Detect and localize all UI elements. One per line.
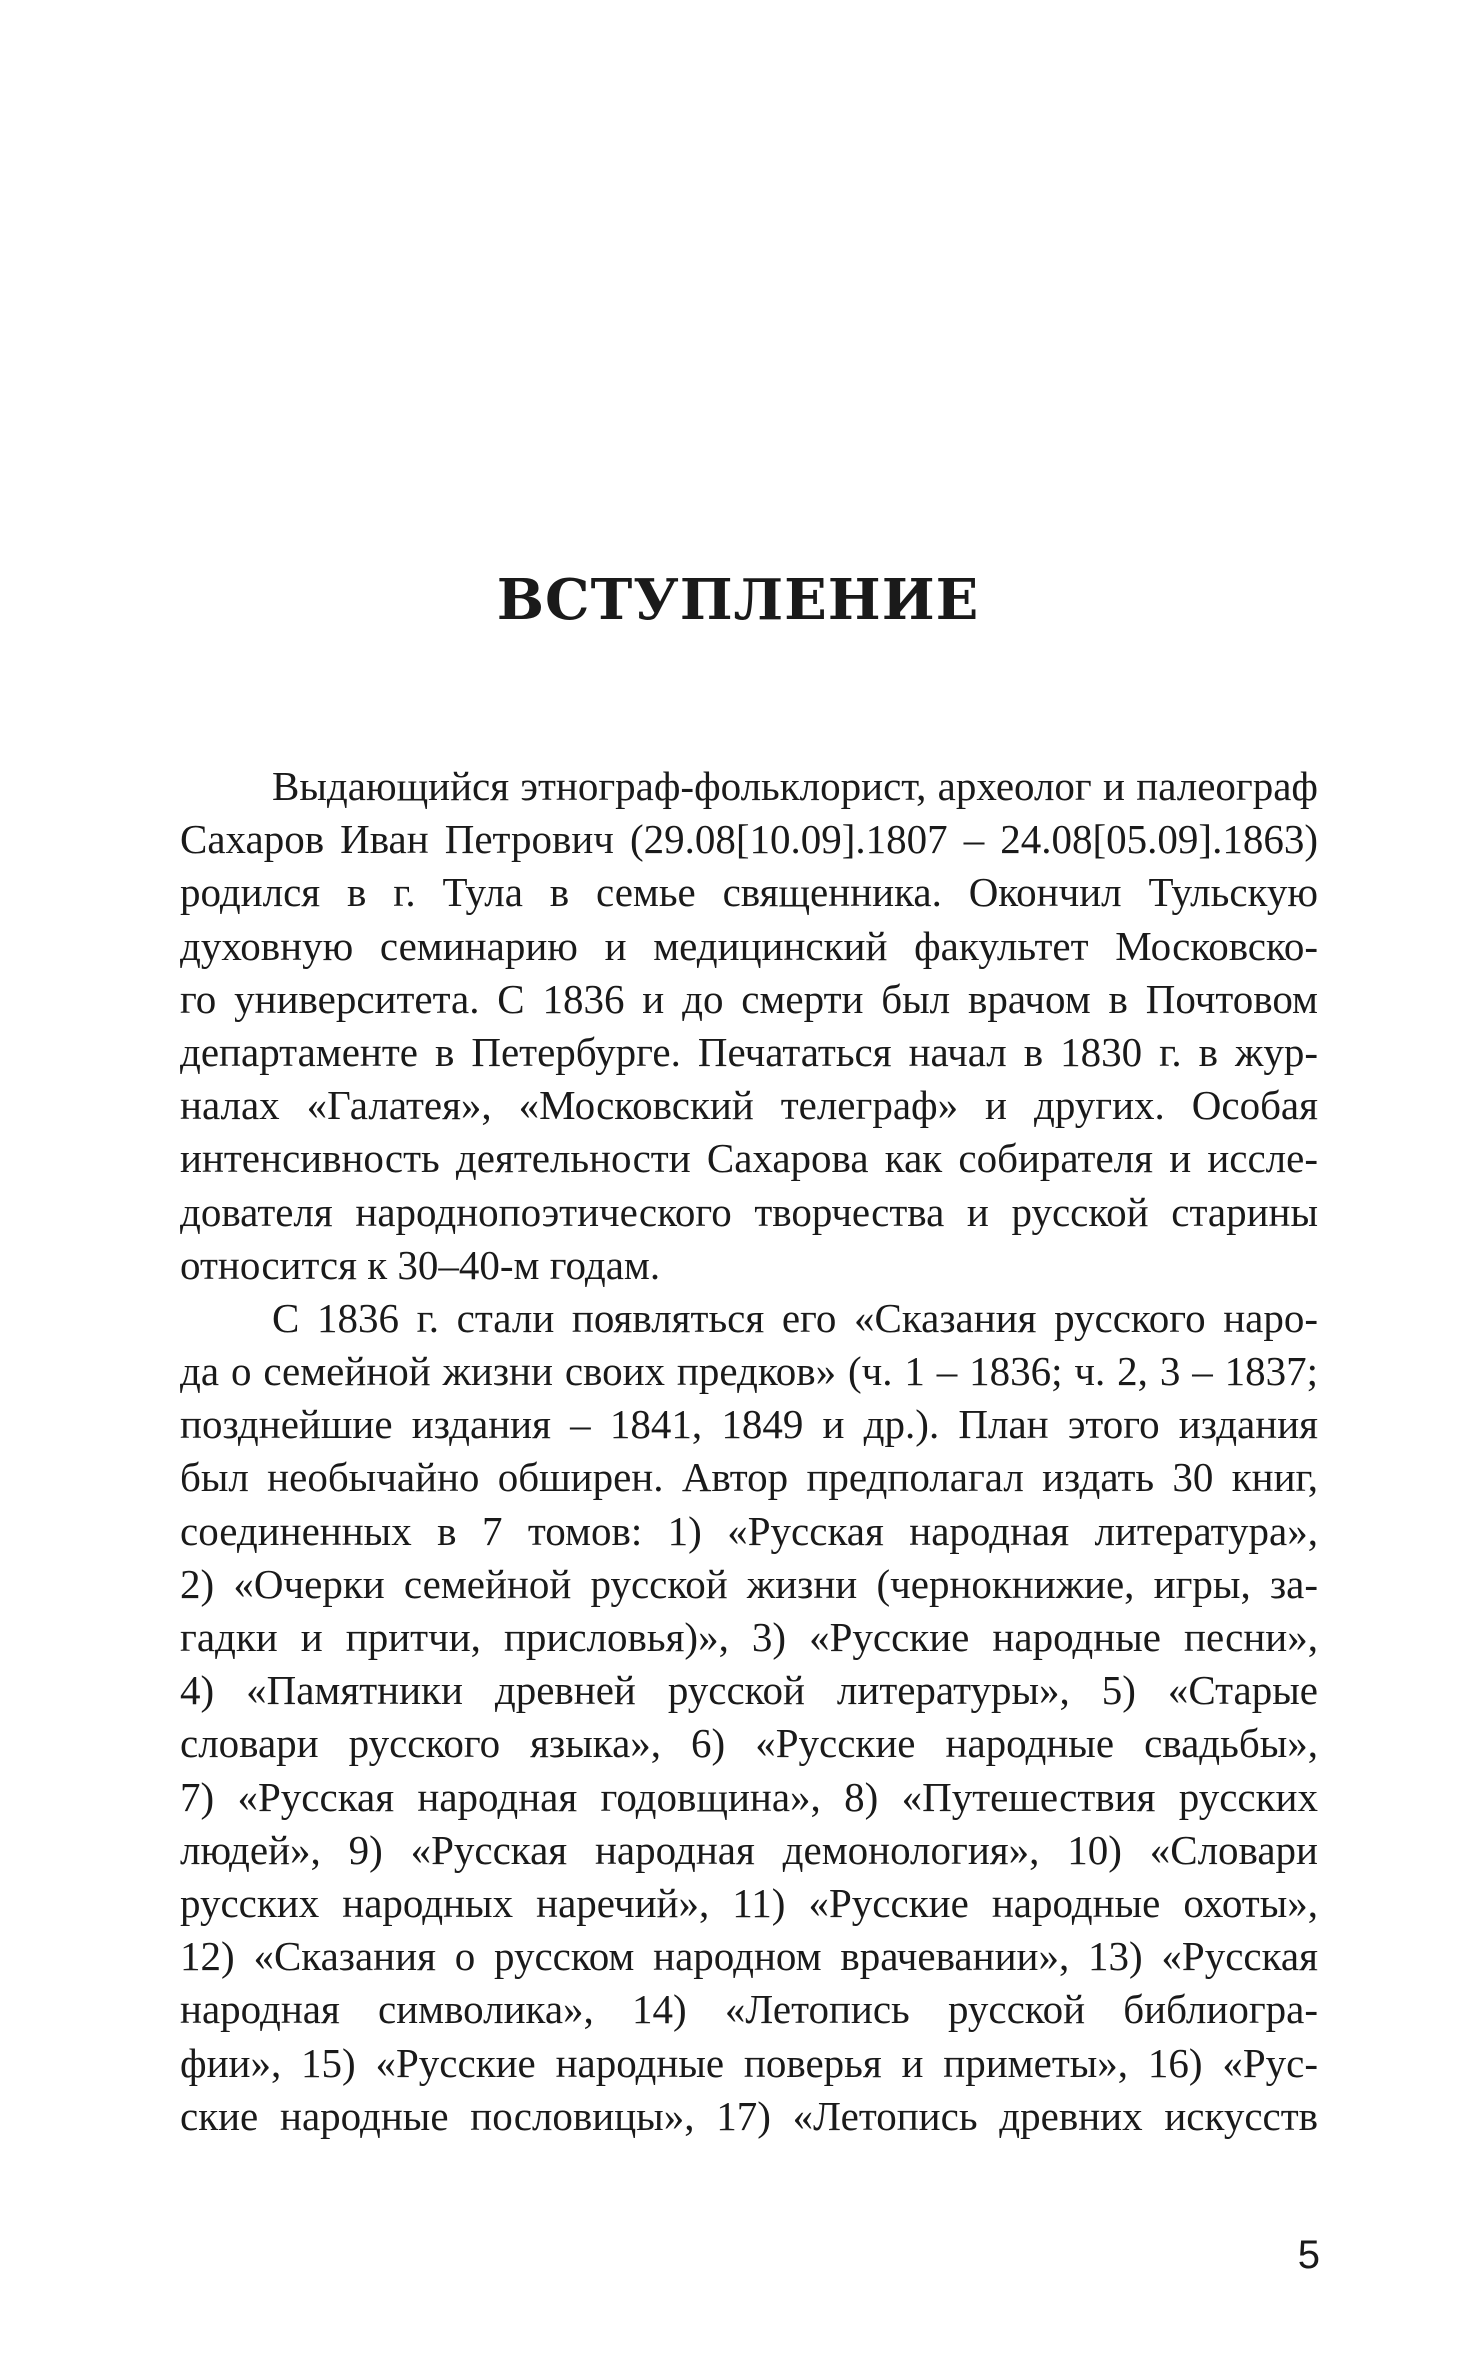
text-line: 7) «Русская народная годовщина», 8) «Путешествия русских bbox=[180, 1773, 1318, 1820]
text-line: духовную семинарию и медицинский факультет Московско- bbox=[180, 922, 1318, 969]
text-line: 4) «Памятники древней русской литературы», 5) «Старые bbox=[180, 1667, 1318, 1714]
text-line: народная символика», 14) «Летопись русской библиогра- bbox=[180, 1986, 1318, 2033]
text-line: родился в г. Тула в семье священника. Окончил Тульскую bbox=[180, 869, 1318, 916]
text-line: С 1836 г. стали появляться его «Сказания русского наро- bbox=[272, 1294, 1318, 1341]
text-line: Сахаров Иван Петрович (29.08[10.09].1807 – 24.08[05.09].1863) bbox=[180, 816, 1318, 863]
text-line: словари русского языка», 6) «Русские народные свадьбы», bbox=[180, 1720, 1318, 1767]
text-line: соединенных в 7 томов: 1) «Русская народная литература», bbox=[180, 1507, 1318, 1554]
text-line: 2) «Очерки семейной русской жизни (чернокнижие, игры, за- bbox=[180, 1560, 1318, 1607]
text-line: людей», 9) «Русская народная демонология», 10) «Словари bbox=[180, 1826, 1318, 1873]
text-line: ские народные пословицы», 17) «Летопись древних искусств bbox=[180, 2092, 1318, 2139]
text-line: Выдающийся этнограф-фольклорист, археолог и палеограф bbox=[272, 763, 1318, 809]
text-line: русских народных наречий», 11) «Русские народные охоты», bbox=[180, 1879, 1318, 1926]
text-line: был необычайно обширен. Автор предполагал издать 30 книг, bbox=[180, 1454, 1318, 1501]
text-line: позднейшие издания – 1841, 1849 и др.). План этого издания bbox=[180, 1401, 1318, 1448]
text-line: 12) «Сказания о русском народном врачевании», 13) «Русская bbox=[180, 1933, 1318, 1980]
text-line: гадки и притчи, присловья)», 3) «Русские народные песни», bbox=[180, 1614, 1318, 1660]
text-line: фии», 15) «Русские народные поверья и приметы», 16) «Рус- bbox=[180, 2039, 1318, 2086]
text-line: да о семейной жизни своих предков» (ч. 1 – 1836; ч. 2, 3 – 1837; bbox=[180, 1348, 1318, 1395]
chapter-title: ВСТУПЛЕНИЕ bbox=[496, 567, 980, 633]
page-number: 5 bbox=[1297, 2233, 1320, 2277]
text-line: интенсивность деятельности Сахарова как собирателя и иссле- bbox=[180, 1135, 1318, 1182]
body-text bbox=[180, 760, 1318, 2143]
text-line: департаменте в Петербурге. Печататься начал в 1830 г. в жур- bbox=[180, 1028, 1318, 1075]
text-line: относится к 30–40-м годам. bbox=[180, 1241, 661, 1288]
text-line: дователя народнопоэтического творчества и русской старины bbox=[180, 1188, 1318, 1235]
text-line: го университета. С 1836 и до смерти был врачом в Почтовом bbox=[180, 975, 1318, 1022]
text-line: налах «Галатея», «Московский телеграф» и других. Особая bbox=[180, 1082, 1318, 1129]
